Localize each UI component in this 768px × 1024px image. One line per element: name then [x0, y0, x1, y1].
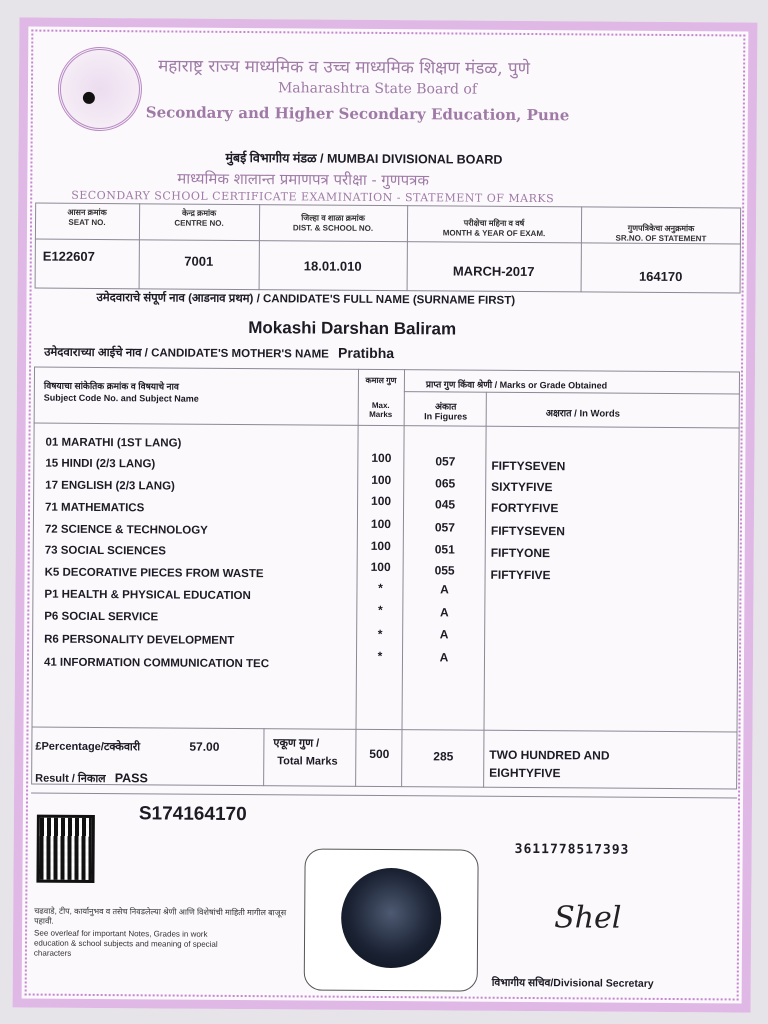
marks-words: FIFTYSEVEN [491, 458, 566, 474]
exam-title-marathi: माध्यमिक शालान्त प्रमाणपत्र परीक्षा - गुणपत्रक [177, 169, 430, 190]
marks-figures: 045 [435, 497, 456, 512]
subject-name: 41 INFORMATION COMMUNICATION TEC [43, 656, 270, 671]
subject-name: K5 DECORATIVE PIECES FROM WASTE [44, 566, 264, 581]
words-header: अक्षरात / In Words [545, 408, 620, 420]
candidate-name-label: उमेदवाराचे संपूर्ण नाव (आडनाव प्रथम) / CANDIDATE'S FULL NAME (SURNAME FIRST) [96, 291, 516, 307]
total-label-mr: एकूण गुण / [273, 737, 320, 750]
school-no-value: 18.01.010 [303, 258, 362, 274]
max-marks: * [377, 648, 383, 663]
max-marks: 100 [370, 516, 392, 532]
result-value: PASS [114, 771, 148, 786]
max-marks: 100 [371, 493, 392, 509]
division-marathi: मुंबई विभागीय मंडळ [225, 150, 317, 166]
max-marks: * [377, 626, 383, 641]
barcode-number: 3611778517393 [514, 841, 630, 858]
marks-words: FORTYFIVE [491, 500, 559, 516]
marks-figures: 055 [434, 563, 455, 578]
marks-figures: 065 [435, 476, 456, 491]
subject-name: 17 ENGLISH (2/3 LANG) [45, 479, 175, 493]
marks-grade: A [439, 650, 449, 665]
school-no-label-mr: जिल्हा व शाळा क्रमांक [301, 213, 365, 223]
exam-month-label: MONTH & YEAR OF EXAM. [442, 228, 546, 239]
exam-month-value: MARCH-2017 [452, 263, 535, 280]
result-label: Result / निकाल [35, 772, 106, 786]
statement-no-value: 164170 [638, 268, 683, 285]
board-title-english-faded-1: Maharashtra State Board of [277, 80, 478, 98]
figures-header-mr: अंकात [435, 401, 457, 412]
subject-name: 73 SOCIAL SCIENCES [44, 544, 167, 558]
photo-seal [304, 848, 479, 991]
school-no-label: DIST. & SCHOOL NO. [292, 223, 374, 233]
seal-icon [341, 868, 442, 969]
max-marks: 100 [371, 450, 392, 466]
division-english: / MUMBAI DIVISIONAL BOARD [320, 151, 503, 167]
marks-grade: A [440, 582, 449, 597]
centre-no-value: 7001 [184, 253, 214, 269]
note-marathi: चढवाडे, टीप, कार्यानुभव व तसेच निवडलेल्या श्रेणी आणि विशेषांची माहिती मागील बाजूस पहावी. [34, 906, 287, 926]
subject-name: P6 SOCIAL SERVICE [44, 610, 159, 624]
statement-no-label: SR.NO. OF STATEMENT [615, 233, 707, 244]
board-title-english-faded-2: Secondary and Higher Secondary Education, Pune [145, 103, 570, 125]
subject-header: Subject Code No. and Subject Name [43, 392, 199, 404]
emblem-logo-icon [58, 47, 143, 132]
qr-code-icon [36, 815, 94, 883]
note-english: See overleaf for important Notes, Grades in work education & school subjects and meaning of special characters [33, 928, 218, 958]
mother-name: Pratibha [338, 344, 395, 362]
subject-name: 01 MARATHI (1ST LANG) [45, 436, 182, 450]
subject-name: 71 MATHEMATICS [45, 501, 145, 515]
subject-name: 15 HINDI (2/3 LANG) [45, 457, 156, 471]
subject-name: R6 PERSONALITY DEVELOPMENT [44, 633, 235, 647]
seat-no-value: E122607 [42, 248, 95, 264]
marks-grade: A [439, 605, 449, 620]
exam-title-english: SECONDARY SCHOOL CERTIFICATE EXAMINATION - STATEMENT OF MARKS [71, 188, 555, 206]
marks-words: FIFTYONE [490, 545, 551, 561]
seat-no-label: SEAT NO. [68, 217, 106, 228]
statement-no-label-mr: गुणपत्रिकेचा अनुक्रमांक [627, 223, 695, 234]
max-marks: 100 [370, 538, 391, 554]
percentage-label: £Percentage/टक्केवारी [35, 740, 141, 754]
signature [554, 900, 621, 935]
marks-words: FIFTYSEVEN [490, 523, 565, 539]
marks-figures: 051 [434, 542, 455, 557]
exam-month-label-mr: परीक्षेचा महिना व वर्ष [463, 218, 525, 228]
total-max-marks: 500 [369, 746, 390, 762]
candidate-name: Mokashi Darshan Baliram [248, 318, 457, 339]
marks-figures: 057 [435, 454, 456, 469]
centre-no-label: CENTRE NO. [174, 218, 224, 228]
max-header-mr: कमाल गुण [365, 375, 397, 386]
total-obtained: 285 [433, 749, 454, 764]
max-marks: * [377, 602, 383, 617]
figures-header: In Figures [424, 411, 468, 422]
max-marks: 100 [371, 472, 392, 488]
marks-words: FIFTYFIVE [490, 567, 551, 583]
max-header: Max. Marks [369, 400, 393, 420]
percentage-value: 57.00 [189, 739, 220, 754]
max-marks: * [378, 580, 383, 595]
divisional-secretary-label: विभागीय सचिव/Divisional Secretary [491, 976, 654, 990]
marks-figures: 057 [434, 520, 455, 535]
subject-name: P1 HEALTH & PHYSICAL EDUCATION [44, 588, 251, 603]
marks-words: SIXTYFIVE [491, 479, 553, 495]
obtained-header: प्राप्त गुण किंवा श्रेणी / Marks or Grade Obtained [425, 379, 608, 391]
mother-name-label: उमेदवाराच्या आईचे नाव / CANDIDATE'S MOTHER'S NAME [44, 346, 329, 361]
marksheet [13, 17, 758, 1012]
board-title-marathi-faded: महाराष्ट्र राज्य माध्यमिक व उच्च माध्यमिक शिक्षण मंडळ, पुणे [158, 56, 531, 80]
subject-header-mr: विषयाचा सांकेतिक क्रमांक व विषयाचे नाव [43, 380, 179, 392]
max-marks: 100 [370, 559, 391, 575]
total-label: Total Marks [277, 755, 338, 768]
total-words-line2: EIGHTYFIVE [489, 765, 561, 781]
total-words-line1: TWO HUNDRED AND [489, 747, 610, 763]
serial-number: S174164170 [138, 803, 247, 826]
signature-text: Shel [554, 900, 622, 936]
centre-no-label-mr: केन्द्र क्रमांक [181, 208, 217, 218]
marks-grade: A [439, 627, 449, 642]
subject-name: 72 SCIENCE & TECHNOLOGY [44, 523, 208, 537]
seat-no-label-mr: आसन क्रमांक [67, 207, 107, 218]
